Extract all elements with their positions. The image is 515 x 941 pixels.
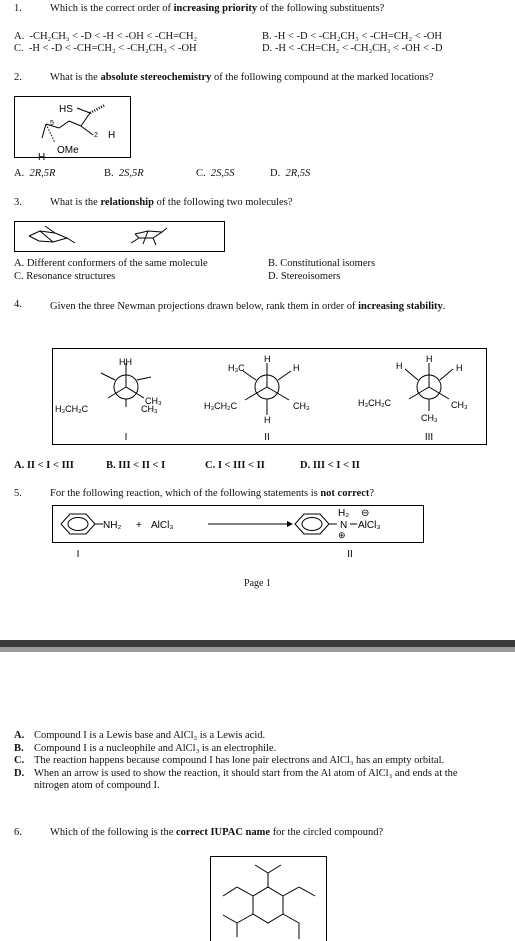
q1-number: 1. bbox=[14, 3, 22, 14]
q5-option-c[interactable]: C. The reaction happens because compound I has lone pair electrons and AlCl₃ has an empty orbital. bbox=[14, 755, 445, 766]
q5-plus: + bbox=[136, 520, 142, 531]
q6-structure-box bbox=[210, 856, 327, 941]
q3-option-b[interactable]: B. Constitutional isomers bbox=[268, 258, 376, 269]
q3-structure-box bbox=[14, 221, 225, 252]
q2-n2-label: 2 bbox=[94, 132, 98, 139]
q2-structure-box bbox=[14, 96, 131, 163]
q3-number: 3. bbox=[14, 197, 22, 208]
q5-reactant-nh2: NH₂ bbox=[103, 520, 122, 531]
p3-h-right-label: H bbox=[456, 363, 463, 373]
q5-option-a[interactable]: A. Compound I is a Lewis base and AlCl₃ is a Lewis acid. bbox=[14, 730, 266, 741]
q5-roman-1: I bbox=[76, 549, 80, 560]
p1-ethyl-label: H₃CH₂C bbox=[55, 404, 89, 414]
q2-option-a[interactable]: A. 2R,5R bbox=[14, 168, 56, 179]
q2-option-b[interactable]: B. 2S,5R bbox=[104, 168, 144, 179]
q3-option-c[interactable]: C. Resonance structures bbox=[14, 271, 116, 282]
p2-h-bottom-label: H bbox=[264, 415, 271, 425]
q5-number: 5. bbox=[14, 488, 22, 499]
p3-h-top-label: H bbox=[426, 354, 433, 364]
q4-option-c[interactable]: C. I < III < II bbox=[205, 460, 265, 471]
q3-molecule-2 bbox=[131, 228, 167, 245]
q5-option-d[interactable]: D. When an arrow is used to show the reaction, it should start from the Al atom of AlCl₃ and ends at the nitrogen atom of compound I. bbox=[14, 767, 458, 791]
q6-text: Which of the following is the correct IUPAC name for the circled compound? bbox=[50, 827, 384, 838]
q2-ome-label: OMe bbox=[57, 145, 79, 156]
q2-n5-label: 5 bbox=[50, 120, 54, 127]
positive-charge-icon: ⊕ bbox=[338, 530, 346, 540]
p1-hh-label: HH bbox=[119, 357, 132, 367]
q2-structure bbox=[15, 97, 130, 163]
q5-product-h2: H₂ bbox=[338, 508, 350, 519]
q5-reaction-box bbox=[52, 505, 424, 560]
q3-text: What is the relationship of the following two molecules? bbox=[50, 197, 293, 208]
q3-structures bbox=[15, 222, 224, 251]
q5-text: For the following reaction, which of the following statements is not correct? bbox=[50, 488, 375, 499]
q4-option-d[interactable]: D. III < I < II bbox=[300, 460, 360, 471]
q5-options bbox=[14, 730, 494, 793]
q1-text: Which is the correct order of increasing priority of the following substituents? bbox=[50, 3, 385, 14]
newman-projection-2 bbox=[204, 354, 310, 443]
newman-projection-1 bbox=[55, 357, 162, 443]
q2-text: What is the absolute stereochemistry of the following compound at the marked locations? bbox=[50, 72, 434, 83]
p3-methyl-2-label: CH₃ bbox=[421, 413, 438, 423]
q6-structure bbox=[211, 857, 326, 941]
page-divider bbox=[0, 640, 515, 647]
q3-option-a[interactable]: A. Different conformers of the same molecule bbox=[14, 258, 208, 269]
q1-option-d[interactable]: D. -H < -CH=CH₂ < -CH₂CH₃ < -OH < -D bbox=[262, 43, 443, 54]
q2-h2-label: H bbox=[108, 130, 116, 141]
p2-ethyl-label: H₃CH₂C bbox=[204, 401, 238, 411]
q4-option-b[interactable]: B. III < II < I bbox=[106, 460, 166, 471]
q4-newman-box bbox=[52, 348, 487, 445]
p1-roman: I bbox=[124, 432, 128, 443]
page-divider-shade bbox=[0, 647, 515, 652]
p1-methyl-1-label: CH₃ bbox=[145, 396, 162, 406]
q5-reaction bbox=[53, 506, 423, 562]
p3-h-left-label: H bbox=[396, 361, 403, 371]
q1-option-a[interactable]: A. -CH₂CH₃ < -D < -H < -OH < -CH=CH₂ bbox=[14, 31, 198, 42]
p2-methyl-label: CH₃ bbox=[293, 401, 310, 411]
p2-h3c-label: H₃C bbox=[228, 363, 245, 373]
p3-roman: III bbox=[424, 432, 434, 443]
q5-option-b[interactable]: B. Compound I is a nucleophile and AlCl₃ is an electrophile. bbox=[14, 742, 277, 754]
page-footer: Page 1 bbox=[244, 578, 271, 589]
p1-methyl-2-label: CH₃ bbox=[141, 404, 158, 414]
p3-methyl-1-label: CH₃ bbox=[451, 400, 468, 410]
q2-hs-label: HS bbox=[59, 104, 73, 115]
q5-product-alcl3: AlCl₃ bbox=[358, 520, 381, 531]
q1-option-b[interactable]: B. -H < -D < -CH₂CH₃ < -CH=CH₂ < -OH bbox=[262, 31, 443, 42]
reaction-arrow-icon bbox=[287, 521, 293, 527]
p2-h-top-label: H bbox=[264, 354, 271, 364]
q4-number: 4. bbox=[14, 299, 22, 310]
negative-charge-icon: ⊖ bbox=[361, 508, 370, 519]
q5-product-n: N bbox=[340, 520, 348, 531]
p2-roman: II bbox=[264, 432, 270, 443]
p2-h-right-label: H bbox=[293, 363, 300, 373]
q4-text: Given the three Newman projections drawn below, rank them in order of increasing stability. bbox=[50, 301, 446, 312]
q4-newman-projections bbox=[53, 349, 486, 444]
q1-option-c[interactable]: C. -H < -D < -CH=CH₂ < -CH₂CH₃ < -OH bbox=[14, 43, 197, 54]
q5-roman-2: II bbox=[347, 549, 353, 560]
q2-option-d[interactable]: D. 2R,5S bbox=[270, 168, 311, 179]
q4-option-a[interactable]: A. II < I < III bbox=[14, 460, 74, 471]
q2-option-c[interactable]: C. 2S,5S bbox=[196, 168, 235, 179]
q2-h1-label: H bbox=[38, 152, 46, 163]
newman-projection-3 bbox=[358, 354, 468, 443]
q2-number: 2. bbox=[14, 72, 22, 83]
q5-reagent: AlCl₃ bbox=[151, 520, 174, 531]
p3-ethyl-label: H₃CH₂C bbox=[358, 398, 392, 408]
q3-option-d[interactable]: D. Stereoisomers bbox=[268, 271, 341, 282]
q3-molecule-1 bbox=[29, 226, 75, 243]
q6-number: 6. bbox=[14, 827, 22, 838]
